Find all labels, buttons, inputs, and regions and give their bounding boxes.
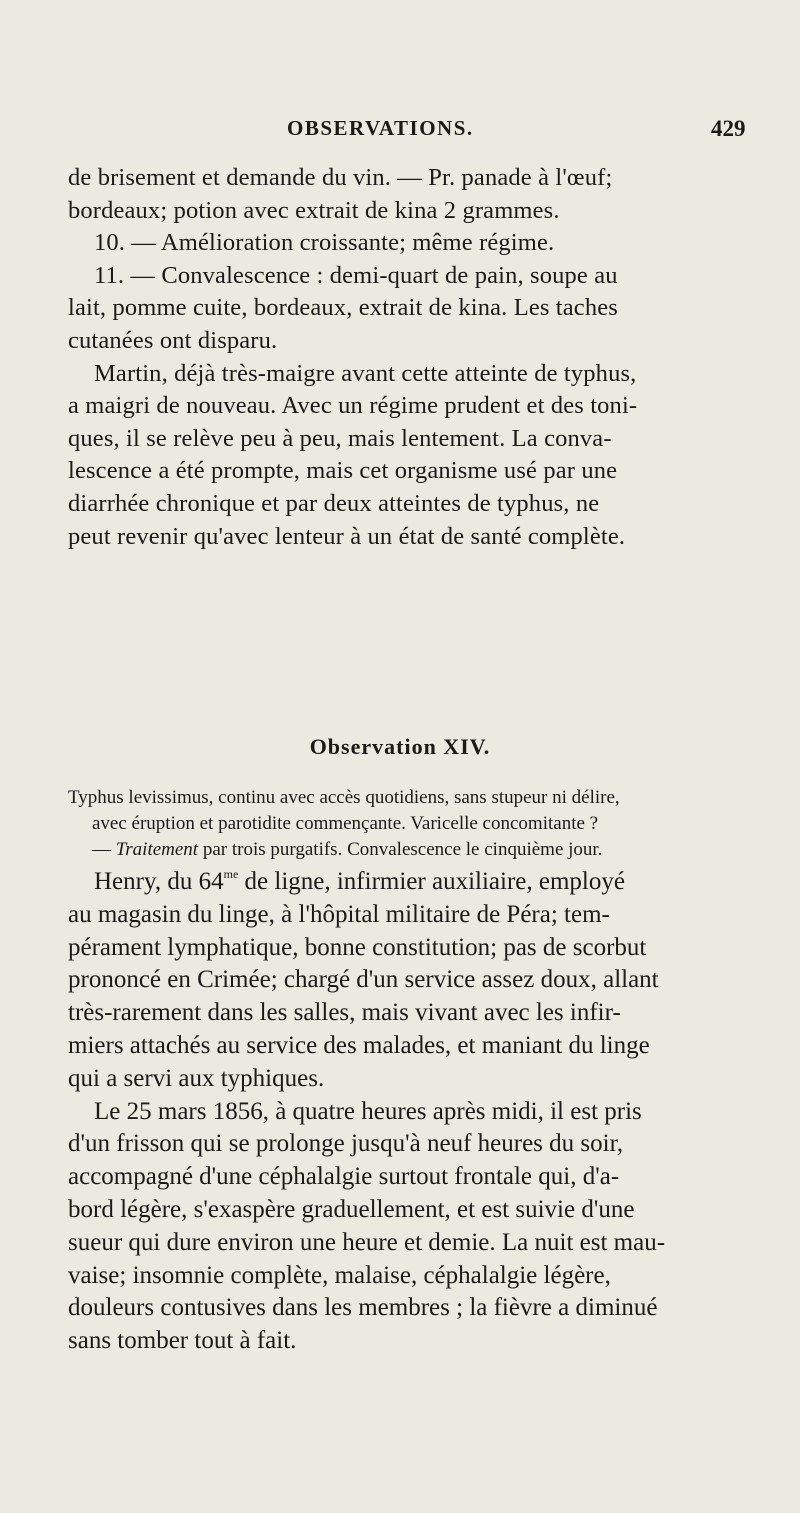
text-line: Martin, déjà très-maigre avant cette atteinte de typhus,	[94, 359, 637, 387]
text-line: de brisement et demande du vin. — Pr. panade à l'œuf;	[68, 164, 613, 191]
text-fragment: Henry, du 64	[94, 868, 224, 895]
superscript: me	[223, 867, 239, 881]
text-line: sans tomber tout à fait.	[68, 1327, 297, 1355]
text-line: d'un frisson qui se prolonge jusqu'à neuf heures du soir,	[68, 1130, 624, 1158]
text-line: cutanées ont disparu.	[68, 326, 278, 354]
text-line: pérament lymphatique, bonne constitution; pas de scorbut	[68, 933, 647, 961]
summary-line: Typhus levissimus, continu avec accès quotidiens, sans stupeur ni délire,	[68, 787, 620, 808]
text-line: ques, il se relève peu à peu, mais lentement. La conva-	[68, 424, 612, 452]
body-text-top	[68, 162, 744, 553]
text-line: au magasin du linge, à l'hôpital militaire de Péra; tem-	[68, 900, 610, 928]
summary-text: par trois purgatifs. Convalescence le cinquième jour.	[198, 839, 603, 860]
text-line: Le 25 mars 1856, à quatre heures après midi, il est pris	[94, 1097, 642, 1125]
text-line: a maigri de nouveau. Avec un régime prudent et des toni-	[68, 392, 638, 420]
text-line: diarrhée chronique et par deux atteintes de typhus, ne	[68, 489, 600, 517]
text-line: prononcé en Crimée; chargé d'un service assez doux, allant	[68, 966, 659, 994]
text-line: sueur qui dure environ une heure et demie. La nuit est mau-	[68, 1228, 666, 1256]
text-line: qui a servi aux typhiques.	[68, 1064, 325, 1092]
text-line: lait, pomme cuite, bordeaux, extrait de kina. Les taches	[68, 294, 618, 322]
text-line: vaise; insomnie complète, malaise, céphalalgie légère,	[68, 1261, 611, 1289]
text-line: accompagné d'une céphalalgie surtout frontale qui, d'a-	[68, 1163, 620, 1191]
text-fragment: de ligne, infirmier auxiliaire, employé	[238, 868, 625, 895]
summary-dash: —	[92, 839, 116, 860]
text-line: douleurs contusives dans les membres ; la fièvre a diminué	[68, 1294, 658, 1322]
observation-title: Observation XIV.	[309, 734, 491, 759]
text-line: 10. — Amélioration croissante; même régime.	[94, 229, 555, 257]
text-line: bordeaux; potion avec extrait de kina 2 grammes.	[68, 196, 560, 224]
text-line: très-rarement dans les salles, mais vivant avec les infir-	[68, 999, 621, 1027]
text-line: lescence a été prompte, mais cet organisme usé par une	[68, 457, 618, 485]
running-head: OBSERVATIONS.	[287, 116, 474, 140]
body-text-bottom	[68, 866, 744, 1358]
page-header	[0, 116, 800, 146]
text-line: miers attachés au service des malades, et maniant du linge	[68, 1031, 650, 1059]
text-line: 11. — Convalescence : demi-quart de pain, soupe au	[94, 261, 618, 289]
summary-line: avec éruption et parotidite commençante. Varicelle concomitante ?	[92, 813, 599, 834]
text-line: bord légère, s'exaspère graduellement, et est suivie d'une	[68, 1195, 635, 1223]
observation-summary	[68, 785, 744, 863]
treatment-label: Traitement	[115, 839, 199, 860]
text-line: peut revenir qu'avec lenteur à un état de santé complète.	[68, 522, 626, 550]
text-line	[68, 866, 744, 899]
page-number: 429	[711, 116, 746, 141]
summary-line	[68, 837, 744, 863]
